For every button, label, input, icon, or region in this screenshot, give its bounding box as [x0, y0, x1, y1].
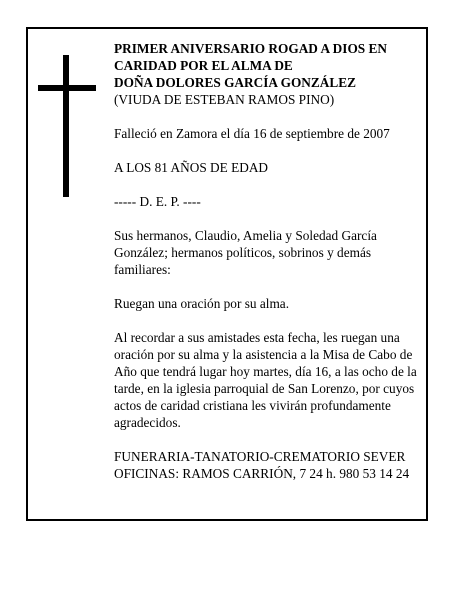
family-paragraph: Sus hermanos, Claudio, Amelia y Soledad García González; hermanos políticos, sobrinos y demás familiares:	[114, 228, 377, 277]
cross-vertical-bar	[63, 55, 69, 197]
offices-line: OFICINAS: RAMOS CARRIÓN, 7 24 h. 980 53 14 24	[114, 466, 410, 481]
heading-line-2: CARIDAD POR EL ALMA DE	[114, 58, 293, 73]
subheading: (VIUDA DE ESTEBAN RAMOS PINO)	[114, 92, 335, 107]
funeral-home: FUNERARIA-TANATORIO-CREMATORIO SEVER	[114, 449, 406, 464]
obituary-text	[114, 40, 424, 482]
deceased-name: DOÑA DOLORES GARCÍA GONZÁLEZ	[114, 75, 356, 90]
mass-paragraph: Al recordar a sus amistades esta fecha, les ruegan una oración por su alma y la asistencia a la Misa de Cabo de Año que tendrá lugar hoy martes, día 16, a las ocho de la tarde, en la iglesia parroquial de San Lorenzo, por cuyos actos de caridad cristiana les vivirán profundamente agradecidos.	[114, 330, 417, 430]
age-line: A LOS 81 AÑOS DE EDAD	[114, 160, 269, 175]
prayer-request: Ruegan una oración por su alma.	[114, 296, 290, 311]
cross-horizontal-bar	[38, 85, 96, 91]
rip-line: ----- D. E. P. ----	[114, 194, 201, 209]
heading-line-1: PRIMER ANIVERSARIO ROGAD A DIOS EN	[114, 41, 387, 56]
death-info: Falleció en Zamora el día 16 de septiembre de 2007	[114, 126, 390, 141]
cross-icon	[38, 55, 96, 197]
